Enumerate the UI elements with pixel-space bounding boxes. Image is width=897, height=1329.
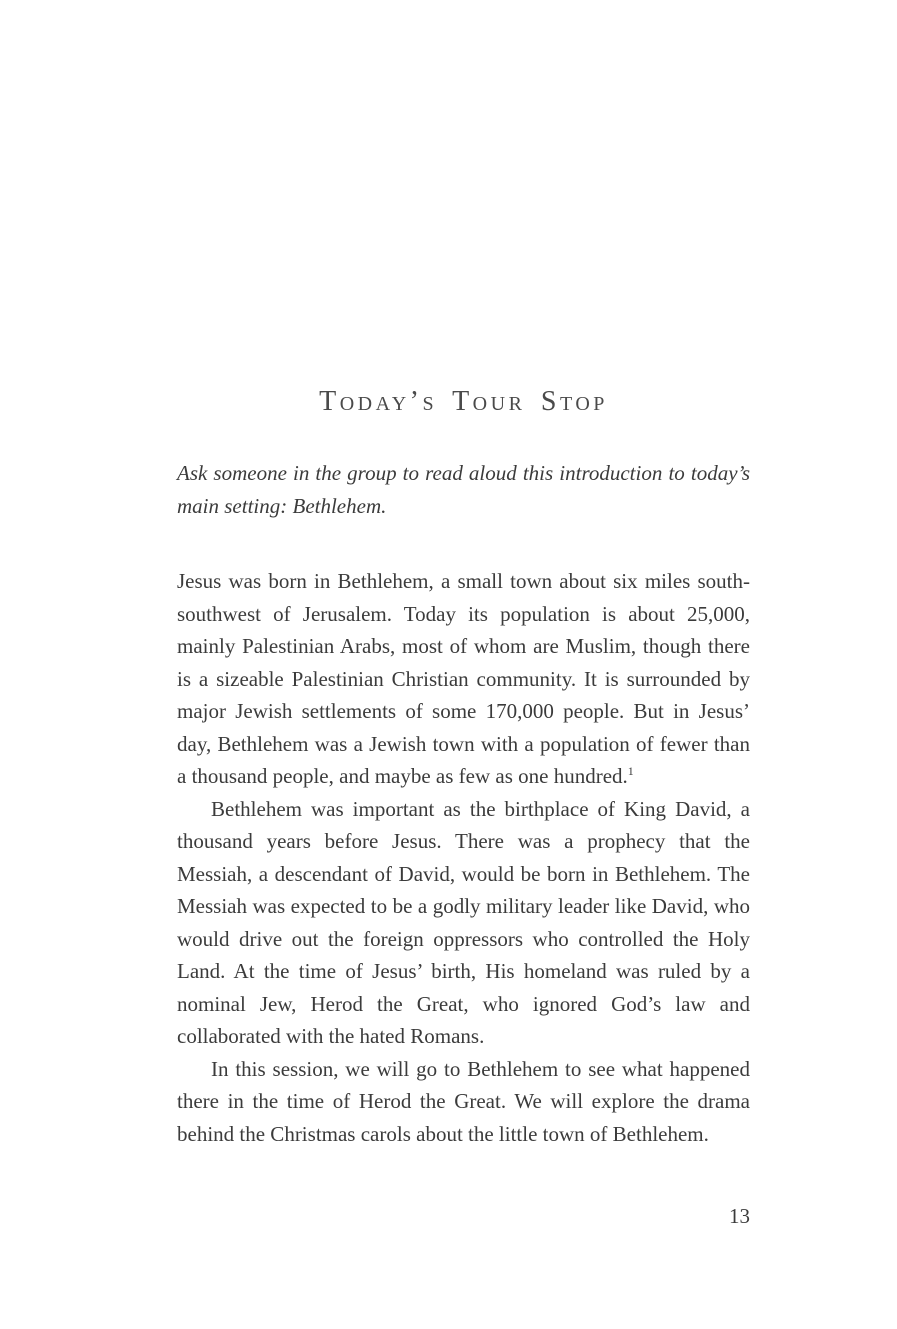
leader-instruction: Ask someone in the group to read aloud this introduction to today’s main setting: Bethlehem. xyxy=(177,461,750,518)
page-heading: Today’s Tour Stop xyxy=(319,386,608,417)
footnote-marker: 1 xyxy=(627,764,634,778)
paragraph-text: Jesus was born in Bethlehem, a small town about six miles south-southwest of Jerusalem. Today its population is about 25,000, mainly Palestinian Arabs, most of whom are Muslim, though there is a sizeable Palestinian Christian community. It is surrounded by major Jewish settlements of some 170,000 people. But in Jesus’ day, Bethlehem was a Jewish town with a population of fewer than a thousand people, and maybe as few as one hundred. xyxy=(177,569,750,788)
paragraph: In this session, we will go to Bethlehem to see what happened there in the time of Herod the Great. We will explore the drama behind the Christmas carols about the little town of Bethlehem. xyxy=(177,1056,750,1146)
text-column xyxy=(177,0,750,1150)
paragraph: Bethlehem was important as the birthplace of King David, a thousand years before Jesus. There was a prophecy that the Messiah, a descendant of David, would be born in Bethlehem. The Messiah was expected to be a godly military leader like David, who would drive out the foreign oppressors who controlled the Holy Land. At the time of Jesus’ birth, His homeland was ruled by a nominal Jew, Herod the Great, who ignored God’s law and collaborated with the hated Romans. xyxy=(177,796,750,1048)
page-number: 13 xyxy=(729,1204,750,1228)
paragraph xyxy=(177,565,750,793)
body-text xyxy=(177,565,750,1150)
